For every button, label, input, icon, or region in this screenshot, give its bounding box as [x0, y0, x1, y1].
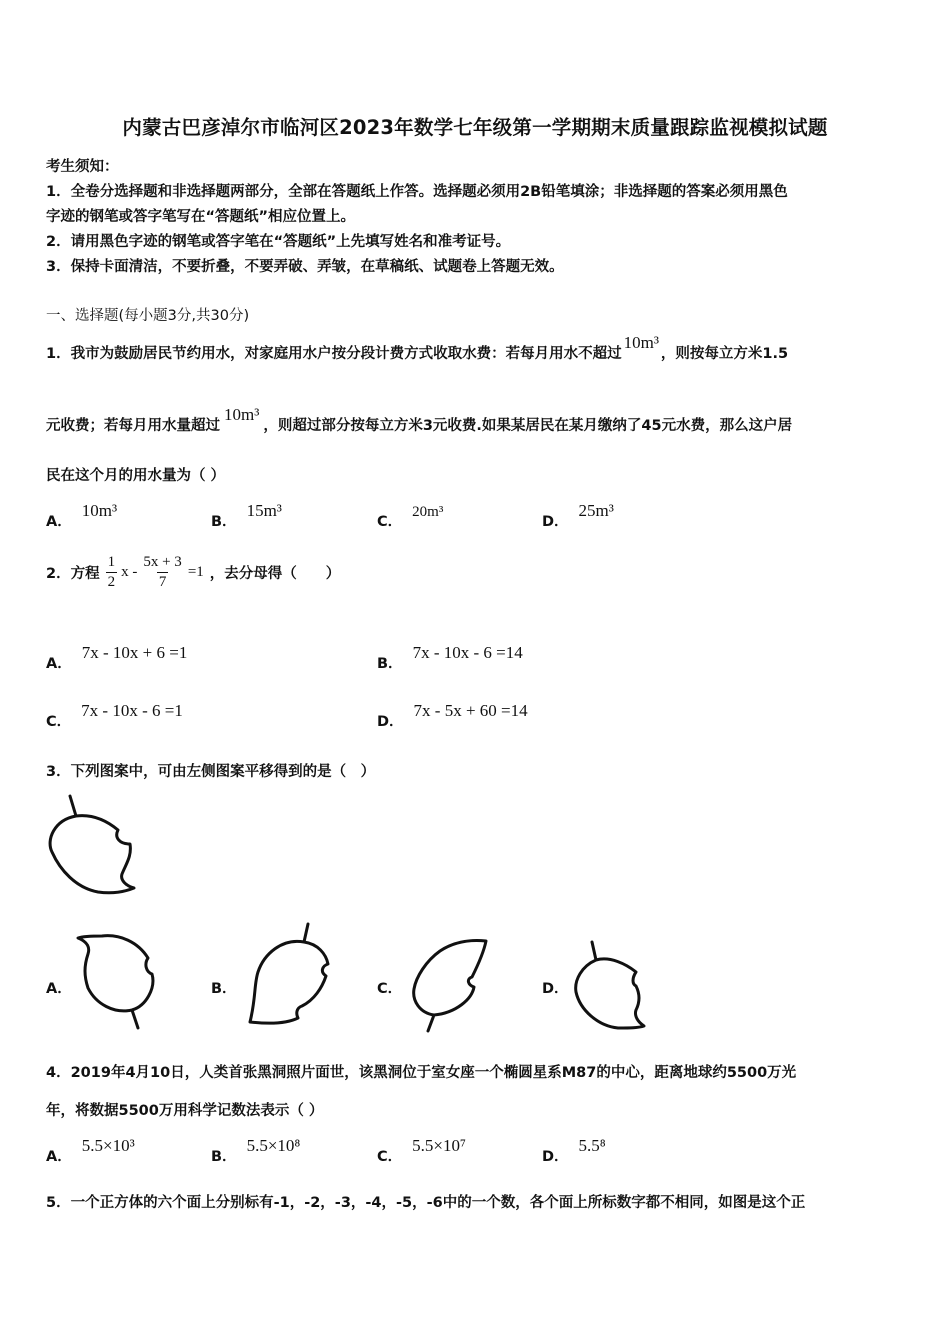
- q3-option-d[interactable]: D．: [542, 981, 569, 997]
- leaf-option-b-figure: [238, 918, 338, 1028]
- q1-option-b[interactable]: B．15m³: [211, 501, 282, 530]
- notice-item-1: 1．全卷分选择题和非选择题两部分，全部在答题纸上作答。选择题必须用2B铅笔填涂；非选择题的答案必须用黑色: [46, 184, 788, 200]
- q3-text: 3．下列图案中，可由左侧图案平移得到的是（ ）: [46, 764, 376, 780]
- section-heading: 一、选择题(每小题3分,共30分): [46, 308, 250, 324]
- q2-option-c[interactable]: C．7x - 10x - 6 =1: [46, 701, 183, 730]
- q1-option-c[interactable]: C．20m³: [377, 504, 444, 530]
- q2-option-a[interactable]: A．7x - 10x + 6 =1: [46, 643, 188, 672]
- q3-option-b[interactable]: B．: [211, 981, 237, 997]
- q4-text-2: 年，将数据5500万用科学记数法表示（ ）: [46, 1103, 324, 1119]
- q4-option-c[interactable]: C．5.5×10⁷: [377, 1136, 466, 1165]
- notice-item-3: 3．保持卡面清洁，不要折叠，不要弄破、弄皱，在草稿纸、试题卷上答题无效。: [46, 259, 564, 275]
- q4-option-d[interactable]: D．5.5⁸: [542, 1136, 606, 1165]
- q4-text-1: 4．2019年4月10日，人类首张黑洞照片面世，该黑洞位于室女座一个椭圆星系M87的中心，距离地球约5500万光: [46, 1065, 797, 1081]
- leaf-reference-figure: [40, 790, 150, 900]
- leaf-option-d-figure: [568, 938, 653, 1033]
- q3-option-c[interactable]: C．: [377, 981, 403, 997]
- q1-math-2: 10m³: [224, 405, 260, 424]
- notice-heading: 考生须知：: [46, 159, 119, 175]
- q5-text-1: 5．一个正方体的六个面上分别标有-1，-2，-3，-4，-5，-6中的一个数，各个面上所标数字都不相同，如图是这个正: [46, 1195, 806, 1211]
- q2-text: 2．方程 $\frac{1}{2}$ x - $\frac{5x + 3}{7}$ =1 ，去分母得（ ）: [46, 554, 341, 590]
- q1-text-2: 元收费；若每月用水量超过10m³，则超过部分按每立方米3元收费.如果某居民在某月缴纳了45元水费，那么这户居: [46, 405, 793, 434]
- notice-item-2: 2．请用黑色字迹的钢笔或答字笔在“答题纸”上先填写姓名和准考证号。: [46, 234, 511, 250]
- leaf-option-a-figure: [72, 928, 162, 1033]
- q1-math-1: 10m³: [623, 333, 659, 352]
- q2-equation: $\frac{1}{2}$ x - $\frac{5x + 3}{7}$ =1: [107, 554, 204, 590]
- q1-text-3: 民在这个月的用水量为（ ）: [46, 468, 226, 484]
- notice-item-1-cont: 字迹的钢笔或答字笔写在“答题纸”相应位置上。: [46, 209, 356, 225]
- q3-option-a[interactable]: A．: [46, 981, 72, 997]
- q1-option-d[interactable]: D．25m³: [542, 501, 614, 530]
- q4-option-b[interactable]: B．5.5×10⁸: [211, 1136, 301, 1165]
- q2-option-b[interactable]: B．7x - 10x - 6 =14: [377, 643, 523, 672]
- leaf-option-c-figure: [402, 935, 497, 1035]
- q4-option-a[interactable]: A．5.5×10³: [46, 1136, 135, 1165]
- q1-option-a[interactable]: A．10m³: [46, 501, 118, 530]
- q2-option-d[interactable]: D．7x - 5x + 60 =14: [377, 701, 528, 730]
- q1-text-1: 1．我市为鼓励居民节约用水，对家庭用水户按分段计费方式收取水费：若每月用水不超过10m³，则按每立方米1.5: [46, 333, 789, 362]
- page-title: 内蒙古巴彦淖尔市临河区2023年数学七年级第一学期期末质量跟踪监视模拟试题: [122, 116, 828, 139]
